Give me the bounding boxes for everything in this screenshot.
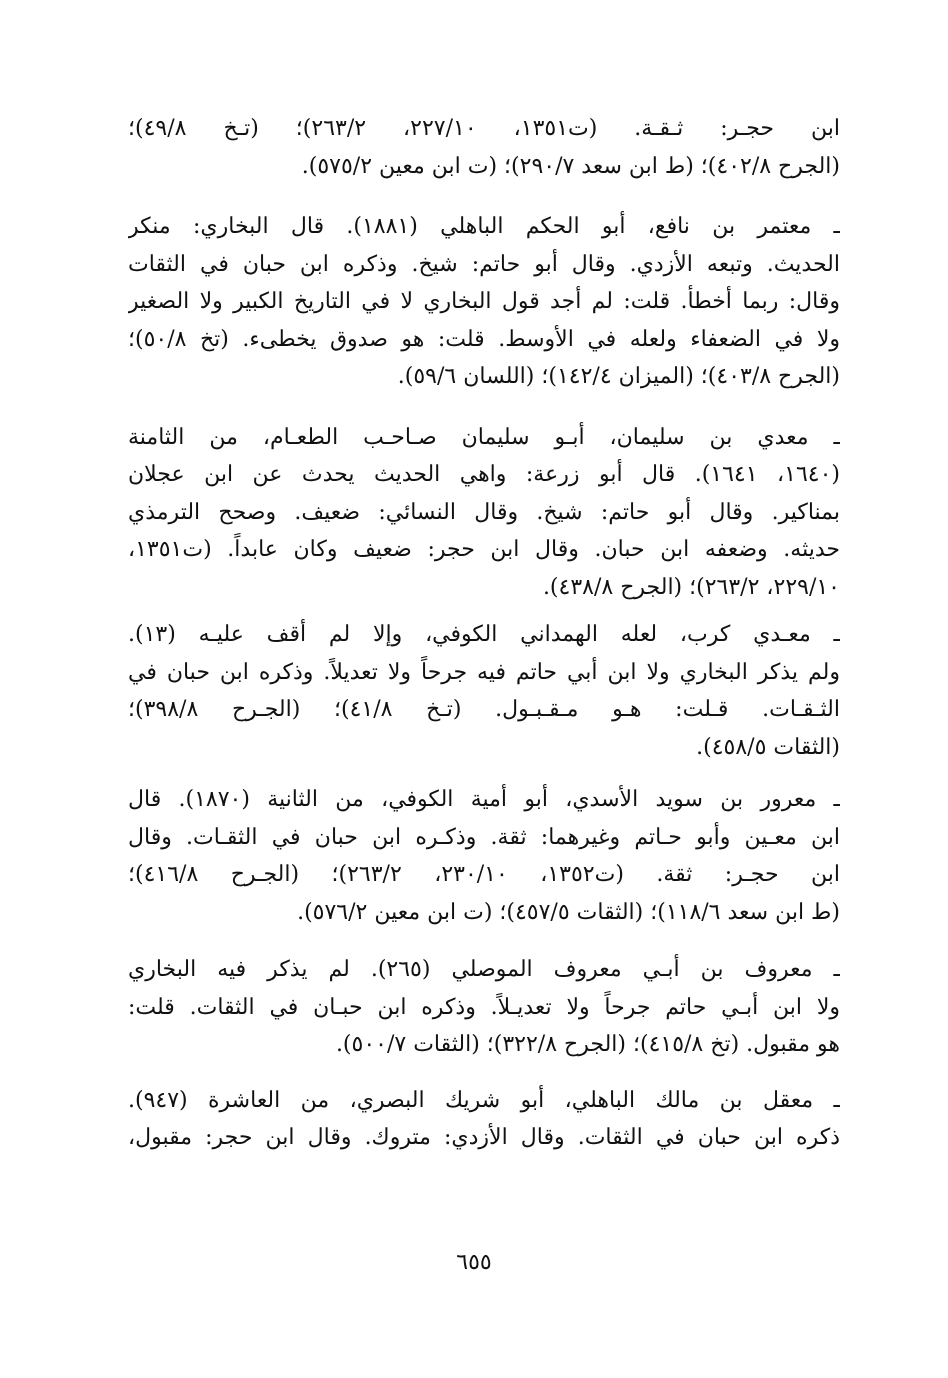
paragraph-gap [128,185,840,208]
text-line: (الجرح ٤٠٣/٨)؛ (الميزان ١٤٢/٤)؛ (اللسان ٥٩/٦). [397,364,840,389]
text-line: ـ معقل بن مالك الباهلي، أبو شريك البصري، من العاشرة (٩٤٧). [128,1087,840,1113]
text-line: الثـقـات. قـلت: هـو مـقـبـول. (تـخ ٤١/٨)؛ (الجـرح ٣٩٨/٨)؛ [128,697,840,722]
entry-mutamir [128,208,840,396]
text-line: ـ معروف بن أبـي معروف الموصلي (٢٦٥). لم يذكر فيه البخاري [128,957,840,982]
text-line: ـ معـدي كرب، لعله الهمداني الكوفي، وإلا لم أقف عليـه (١٣). [128,622,840,647]
text-line: ولا ابن أبـي حاتم جرحاً ولا تعديـلاً. وذكره ابن حبـان في الثقات. قلت: [128,994,840,1020]
paragraph-gap [128,606,840,616]
entry-maruf [128,951,840,1064]
entry-madi-karib [128,616,840,766]
text-line: ابن حجـر: ثقة. (ت١٣٥٢، ٢٣٠/١٠، ٢٦٣/٢)؛ (الجـرح ٤١٦/٨)؛ [128,862,840,887]
entry-continuation [128,110,840,185]
text-line: ذكره ابن حبان في الثقات. وقال الأزدي: متروك. وقال ابن حجر: مقبول، [128,1125,840,1150]
text-line: (الجرح ٤٠٢/٨)؛ (ط ابن سعد ٢٩٠/٧)؛ (ت ابن معين ٥٧٥/٢). [301,153,840,179]
paragraph-gap [128,766,840,781]
book-page [128,110,840,1157]
text-line: (ط ابن سعد ١١٨/٦)؛ (الثقات ٤٥٧/٥)؛ (ت ابن معين ٥٧٦/٢). [297,899,840,925]
text-line: (الثقات ٤٥٨/٥). [696,734,840,760]
paragraph-gap [128,931,840,951]
text-line: حديثه. وضعفه ابن حبان. وقال ابن حجر: ضعيف وكان عابداً. (ت١٣٥١، [128,537,840,562]
text-line: ابن معـين وأبو حـاتم وغيرهما: ثقة. وذكـره ابن حبان في الثقـات. وقال [128,824,840,850]
text-line: ـ معدي بن سليمان، أبـو سليمان صـاحـب الطعـام، من الثامنة [128,424,840,450]
text-line: بمناكير. وقال أبو حاتم: شيخ. وقال النسائي: ضعيف. وصحح الترمذي [128,499,840,525]
text-line: ولم يذكر البخاري ولا ابن أبي حاتم فيه جرحاً ولا تعديلاً. وذكره ابن حبان في [128,659,840,685]
text-line: هو مقبول. (تخ ٤١٥/٨)؛ (الجرح ٣٢٢/٨)؛ (الثقات ٥٠٠/٧). [335,1032,840,1057]
text-line: الحديث. وتبعه الأزدي. وقال أبو حاتم: شيخ. وذكره ابن حبان في الثقات [128,251,840,277]
text-line: ٢٢٩/١٠، ٢٦٣/٢)؛ (الجرح ٤٣٨/٨). [542,574,840,600]
text-line: وقال: ربما أخطأ. قلت: لم أجد قول البخاري لا في التاريخ الكبير ولا الصغير [128,289,840,314]
text-line: (١٦٤٠، ١٦٤١). قال أبو زرعة: واهي الحديث يحدث عن ابن عجلان [128,462,840,487]
text-line: ـ معتمر بن نافع، أبو الحكم الباهلي (١٨٨١). قال البخاري: منكر [128,214,840,239]
entry-madi-sulayman [128,419,840,607]
text-line: ولا في الضعفاء ولعله في الأوسط. قلت: هو صدوق يخطىء. (تخ ٥٠/٨)؛ [128,326,840,352]
entry-marur [128,781,840,931]
text-line: ـ معرور بن سويد الأسدي، أبو أمية الكوفي، من الثانية (١٨٧٠). قال [128,787,840,812]
entry-maqil [128,1082,840,1157]
paragraph-gap [128,396,840,419]
paragraph-gap [128,1064,840,1082]
page-number: ٦٥٥ [456,1250,492,1275]
text-line: ابن حجـر: ثـقـة. (ت١٣٥١، ٢٢٧/١٠، ٢٦٣/٢)؛ (تـخ ٤٩/٨)؛ [128,116,840,141]
